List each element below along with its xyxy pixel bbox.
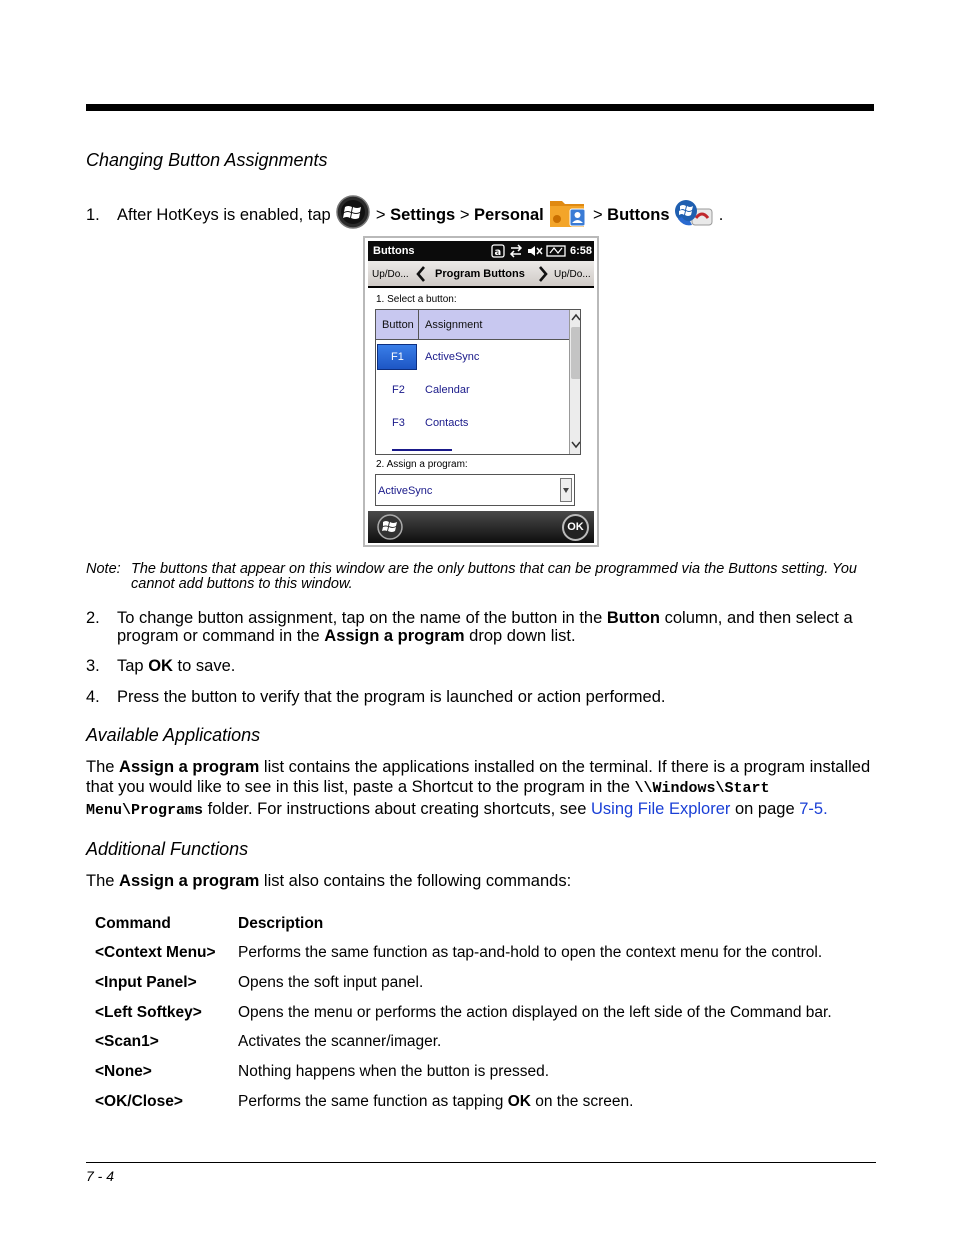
list-row-f3[interactable] <box>376 410 569 436</box>
svg-text:a: a <box>494 247 502 258</box>
link-page-7-5[interactable]: 7-5. <box>799 800 828 818</box>
list-row-assignment: Contacts <box>425 417 469 429</box>
column-header-button[interactable]: Button <box>382 319 414 331</box>
nav-left-label[interactable]: Up/Do... <box>372 269 409 280</box>
note-label: Note: <box>86 561 121 577</box>
list-row-assignment: ActiveSync <box>425 351 480 363</box>
button-list <box>375 309 581 455</box>
nav-title: Program Buttons <box>435 268 525 280</box>
column-header-description: Description <box>238 915 324 932</box>
page-number: 7 - 4 <box>86 1168 115 1184</box>
status-icons <box>491 244 569 261</box>
footer-rule <box>86 1162 876 1163</box>
dropdown-arrow-icon[interactable] <box>560 478 572 502</box>
column-header-command: Command <box>95 915 171 932</box>
scroll-down-arrow[interactable] <box>570 436 581 452</box>
heading-additional-functions: Additional Functions <box>86 839 249 859</box>
scroll-thumb[interactable] <box>571 327 581 379</box>
navigation-bar <box>368 261 594 288</box>
top-rule <box>86 104 874 111</box>
chevron-right-icon[interactable] <box>538 265 548 286</box>
heading-available-applications: Available Applications <box>86 725 261 745</box>
status-bar: Buttons a 6:58 <box>368 241 594 261</box>
device-screenshot <box>363 236 599 547</box>
note-text: The buttons that appear on this window are the only buttons that can be programmed via the Buttons setting. You cannot add buttons to this window. <box>131 561 857 592</box>
column-header-assignment[interactable]: Assignment <box>425 319 483 331</box>
list-row-button: F3 <box>392 417 405 429</box>
command-bar <box>368 511 594 543</box>
link-using-file-explorer[interactable]: Using File Explorer <box>591 800 731 818</box>
nav-right-label[interactable]: Up/Do... <box>554 269 591 280</box>
status-time: 6:58 <box>570 245 593 257</box>
ok-button[interactable]: OK <box>562 514 589 541</box>
select-button-label: 1. Select a button: <box>376 294 457 305</box>
chevron-left-icon[interactable] <box>416 265 426 286</box>
list-row-assignment: Calendar <box>425 384 470 396</box>
scroll-up-arrow[interactable] <box>570 310 581 326</box>
heading-changing-button-assignments: Changing Button Assignments <box>86 150 328 170</box>
settings-label: Settings <box>390 206 456 224</box>
list-row-button: F2 <box>392 384 405 396</box>
start-button-icon[interactable] <box>376 514 404 543</box>
windows-start-icon <box>335 195 371 229</box>
list-row-partial <box>392 449 452 451</box>
list-row-button: F1 <box>391 351 404 363</box>
assign-program-dropdown[interactable] <box>375 474 575 506</box>
step-1: 1. After HotKeys is enabled, tap > Settings > Personal > Buttons . <box>86 190 876 230</box>
assign-program-label: 2. Assign a program: <box>376 459 468 470</box>
additional-functions-paragraph: The Assign a program list also contains the following commands: <box>86 872 572 890</box>
list-scrollbar[interactable] <box>569 310 581 454</box>
personal-label: Personal <box>474 206 544 224</box>
buttons-phone-icon <box>674 195 714 229</box>
list-header <box>376 310 569 340</box>
buttons-label: Buttons <box>607 206 670 224</box>
personal-folder-icon <box>548 195 588 229</box>
dropdown-value: ActiveSync <box>378 485 433 497</box>
list-row-f1[interactable] <box>376 344 569 370</box>
available-applications-paragraph: The Assign a program list contains the applications installed on the terminal. If there is a program installed that you would like to see in this list, paste a Shortcut to the program in the \\Windows\Start Menu\Programs folder. For instructions about creating shortcuts, see Using File Explorer on page 7-5. <box>86 758 871 819</box>
list-row-f2[interactable] <box>376 377 569 403</box>
